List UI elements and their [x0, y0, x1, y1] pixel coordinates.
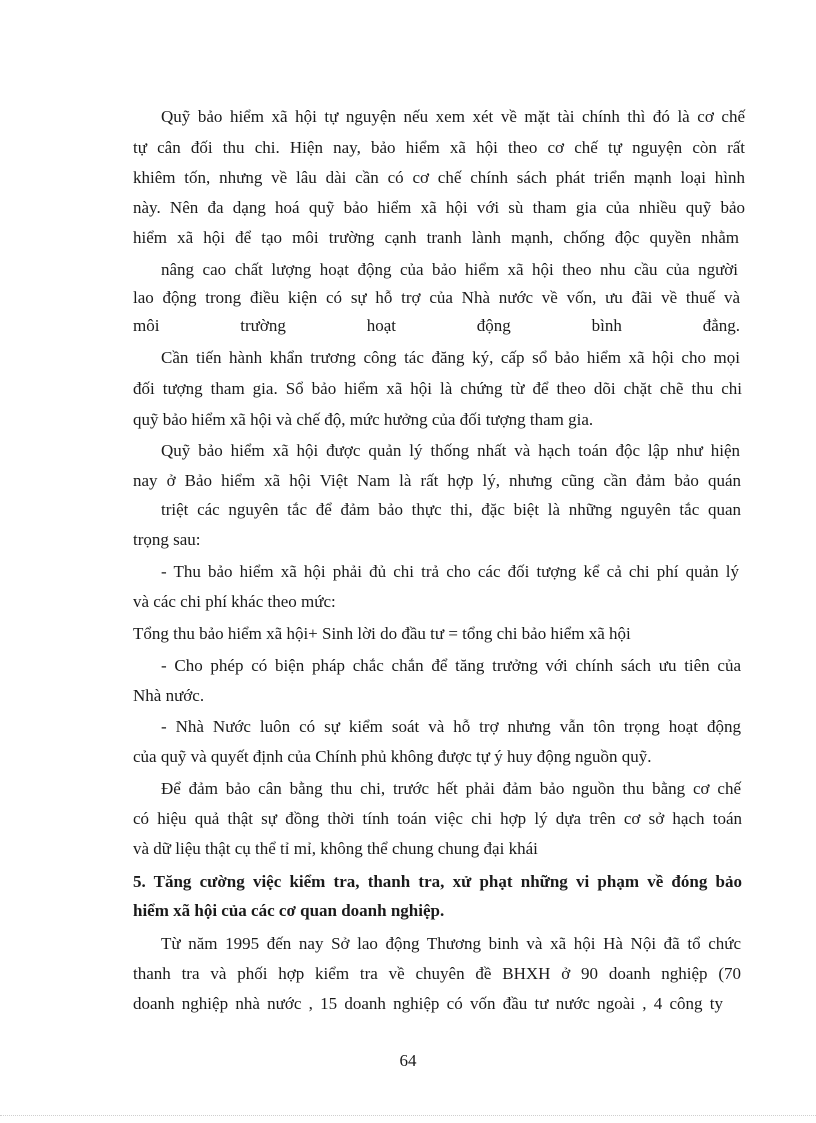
text-line: Nhà nước. [133, 686, 205, 705]
text-line: triệt các nguyên tắc để đảm bảo thực thi, đặc biệt là những nguyên tắc quan [161, 500, 741, 519]
text-line: và các chi phí khác theo mức: [133, 592, 336, 611]
text-line: - Thu bảo hiểm xã hội phải đủ chi trả cho các đối tượng kể cả chi phí quản lý [161, 562, 739, 581]
text-line: và dữ liệu thật cụ thể tỉ mỉ, không thể chung chung đại khái [133, 839, 538, 858]
page-number: 64 [399, 1051, 417, 1070]
text-line: doanh nghiệp nhà nước , 15 doanh nghiệp có vốn đầu tư nước ngoài , 4 công ty [133, 994, 723, 1013]
text-line: - Cho phép có biện pháp chắc chắn để tăng trưởng với chính sách ưu tiên của [161, 656, 741, 675]
text-line: Quỹ bảo hiểm xã hội được quản lý thống nhất và hạch toán độc lập như hiện [161, 441, 740, 460]
text-line: của quỹ và quyết định của Chính phủ không được tự ý huy động nguồn quỹ. [133, 747, 652, 766]
text-line: môi trường hoạt động bình đẳng. [133, 316, 740, 335]
text-line: Để đảm bảo cân bằng thu chi, trước hết phải đảm bảo nguồn thu bằng cơ chế [161, 779, 741, 798]
section-heading: hiểm xã hội của các cơ quan doanh nghiệp. [133, 901, 445, 920]
text-line: đối tượng tham gia. Sổ bảo hiểm xã hội là chứng từ để theo dõi chặt chẽ thu chi [133, 379, 742, 398]
text-line: - Nhà Nước luôn có sự kiểm soát và hỗ trợ nhưng vẫn tôn trọng hoạt động [161, 717, 741, 736]
text-line: lao động trong điều kiện có sự hỗ trợ của Nhà nước về vốn, ưu đãi về thuế và [133, 288, 740, 307]
text-line: trọng sau: [133, 530, 201, 549]
text-line: hiểm xã hội để tạo môi trường cạnh tranh lành mạnh, chống độc quyền nhằm [133, 228, 739, 247]
page-edge-divider [0, 1115, 816, 1116]
text-line: khiêm tốn, nhưng về lâu dài cần có cơ chế chính sách phát triển mạnh loại hình [133, 168, 745, 187]
text-line: Quỹ bảo hiểm xã hội tự nguyện nếu xem xét về mặt tài chính thì đó là cơ chế [161, 107, 745, 126]
section-heading: 5. Tăng cường việc kiểm tra, thanh tra, xử phạt những vi phạm về đóng bảo [133, 872, 742, 891]
text-line: tự cân đối thu chi. Hiện nay, bảo hiểm xã hội theo cơ chế tự nguyện còn rất [133, 138, 745, 157]
text-line: có hiệu quả thật sự đồng thời tính toán việc chi hợp lý dựa trên cơ sở hạch toán [133, 809, 742, 828]
text-line: này. Nên đa dạng hoá quỹ bảo hiểm xã hội với sù tham gia của nhiều quỹ bảo [133, 198, 745, 217]
text-line: nâng cao chất lượng hoạt động của bảo hiểm xã hội theo nhu cầu của người [161, 260, 738, 279]
text-line: Từ năm 1995 đến nay Sở lao động Thương binh và xã hội Hà Nội đã tổ chức [161, 934, 741, 953]
text-line: Cần tiến hành khẩn trương công tác đăng ký, cấp sổ bảo hiểm xã hội cho mọi [161, 348, 740, 367]
text-line: quỹ bảo hiểm xã hội và chế độ, mức hưởng của đối tượng tham gia. [133, 410, 594, 429]
text-line: thanh tra và phối hợp kiểm tra về chuyên đề BHXH ở 90 doanh nghiệp (70 [133, 964, 741, 983]
text-line: nay ở Bảo hiểm xã hội Việt Nam là rất hợp lý, nhưng cũng cần đảm bảo quán [133, 471, 741, 490]
text-line: Tổng thu bảo hiểm xã hội+ Sinh lời do đầu tư = tổng chi bảo hiểm xã hội [133, 624, 631, 643]
